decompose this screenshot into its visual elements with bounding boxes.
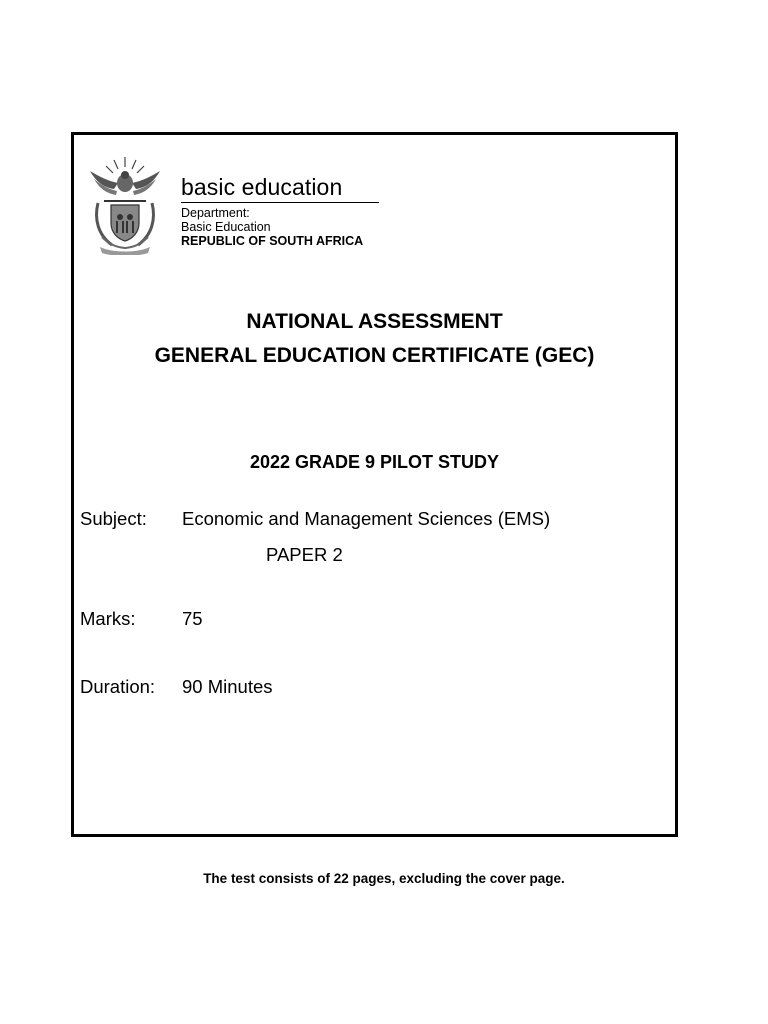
coat-of-arms-icon xyxy=(84,153,166,255)
department-name: Basic Education xyxy=(181,220,271,234)
country-name: REPUBLIC OF SOUTH AFRICA xyxy=(181,234,364,248)
marks-label: Marks: xyxy=(80,608,136,629)
marks-value: 75 xyxy=(182,608,203,629)
subject-label: Subject: xyxy=(80,508,147,529)
department-label: Department: xyxy=(181,206,250,220)
certificate-title: GENERAL EDUCATION CERTIFICATE (GEC) xyxy=(154,344,595,367)
subject-value: Economic and Management Sciences (EMS) xyxy=(182,508,551,529)
brand-block xyxy=(181,173,381,248)
duration-value: 90 Minutes xyxy=(182,676,273,697)
duration-label: Duration: xyxy=(80,676,156,697)
assessment-title: NATIONAL ASSESSMENT xyxy=(246,310,503,333)
brand-divider xyxy=(181,202,379,203)
study-title: 2022 GRADE 9 PILOT STUDY xyxy=(249,452,500,472)
cover-frame xyxy=(71,132,678,837)
brand-name: basic education xyxy=(181,174,343,200)
page-count-note: The test consists of 22 pages, excluding the cover page. xyxy=(203,871,565,886)
paper-label: PAPER 2 xyxy=(266,544,343,565)
